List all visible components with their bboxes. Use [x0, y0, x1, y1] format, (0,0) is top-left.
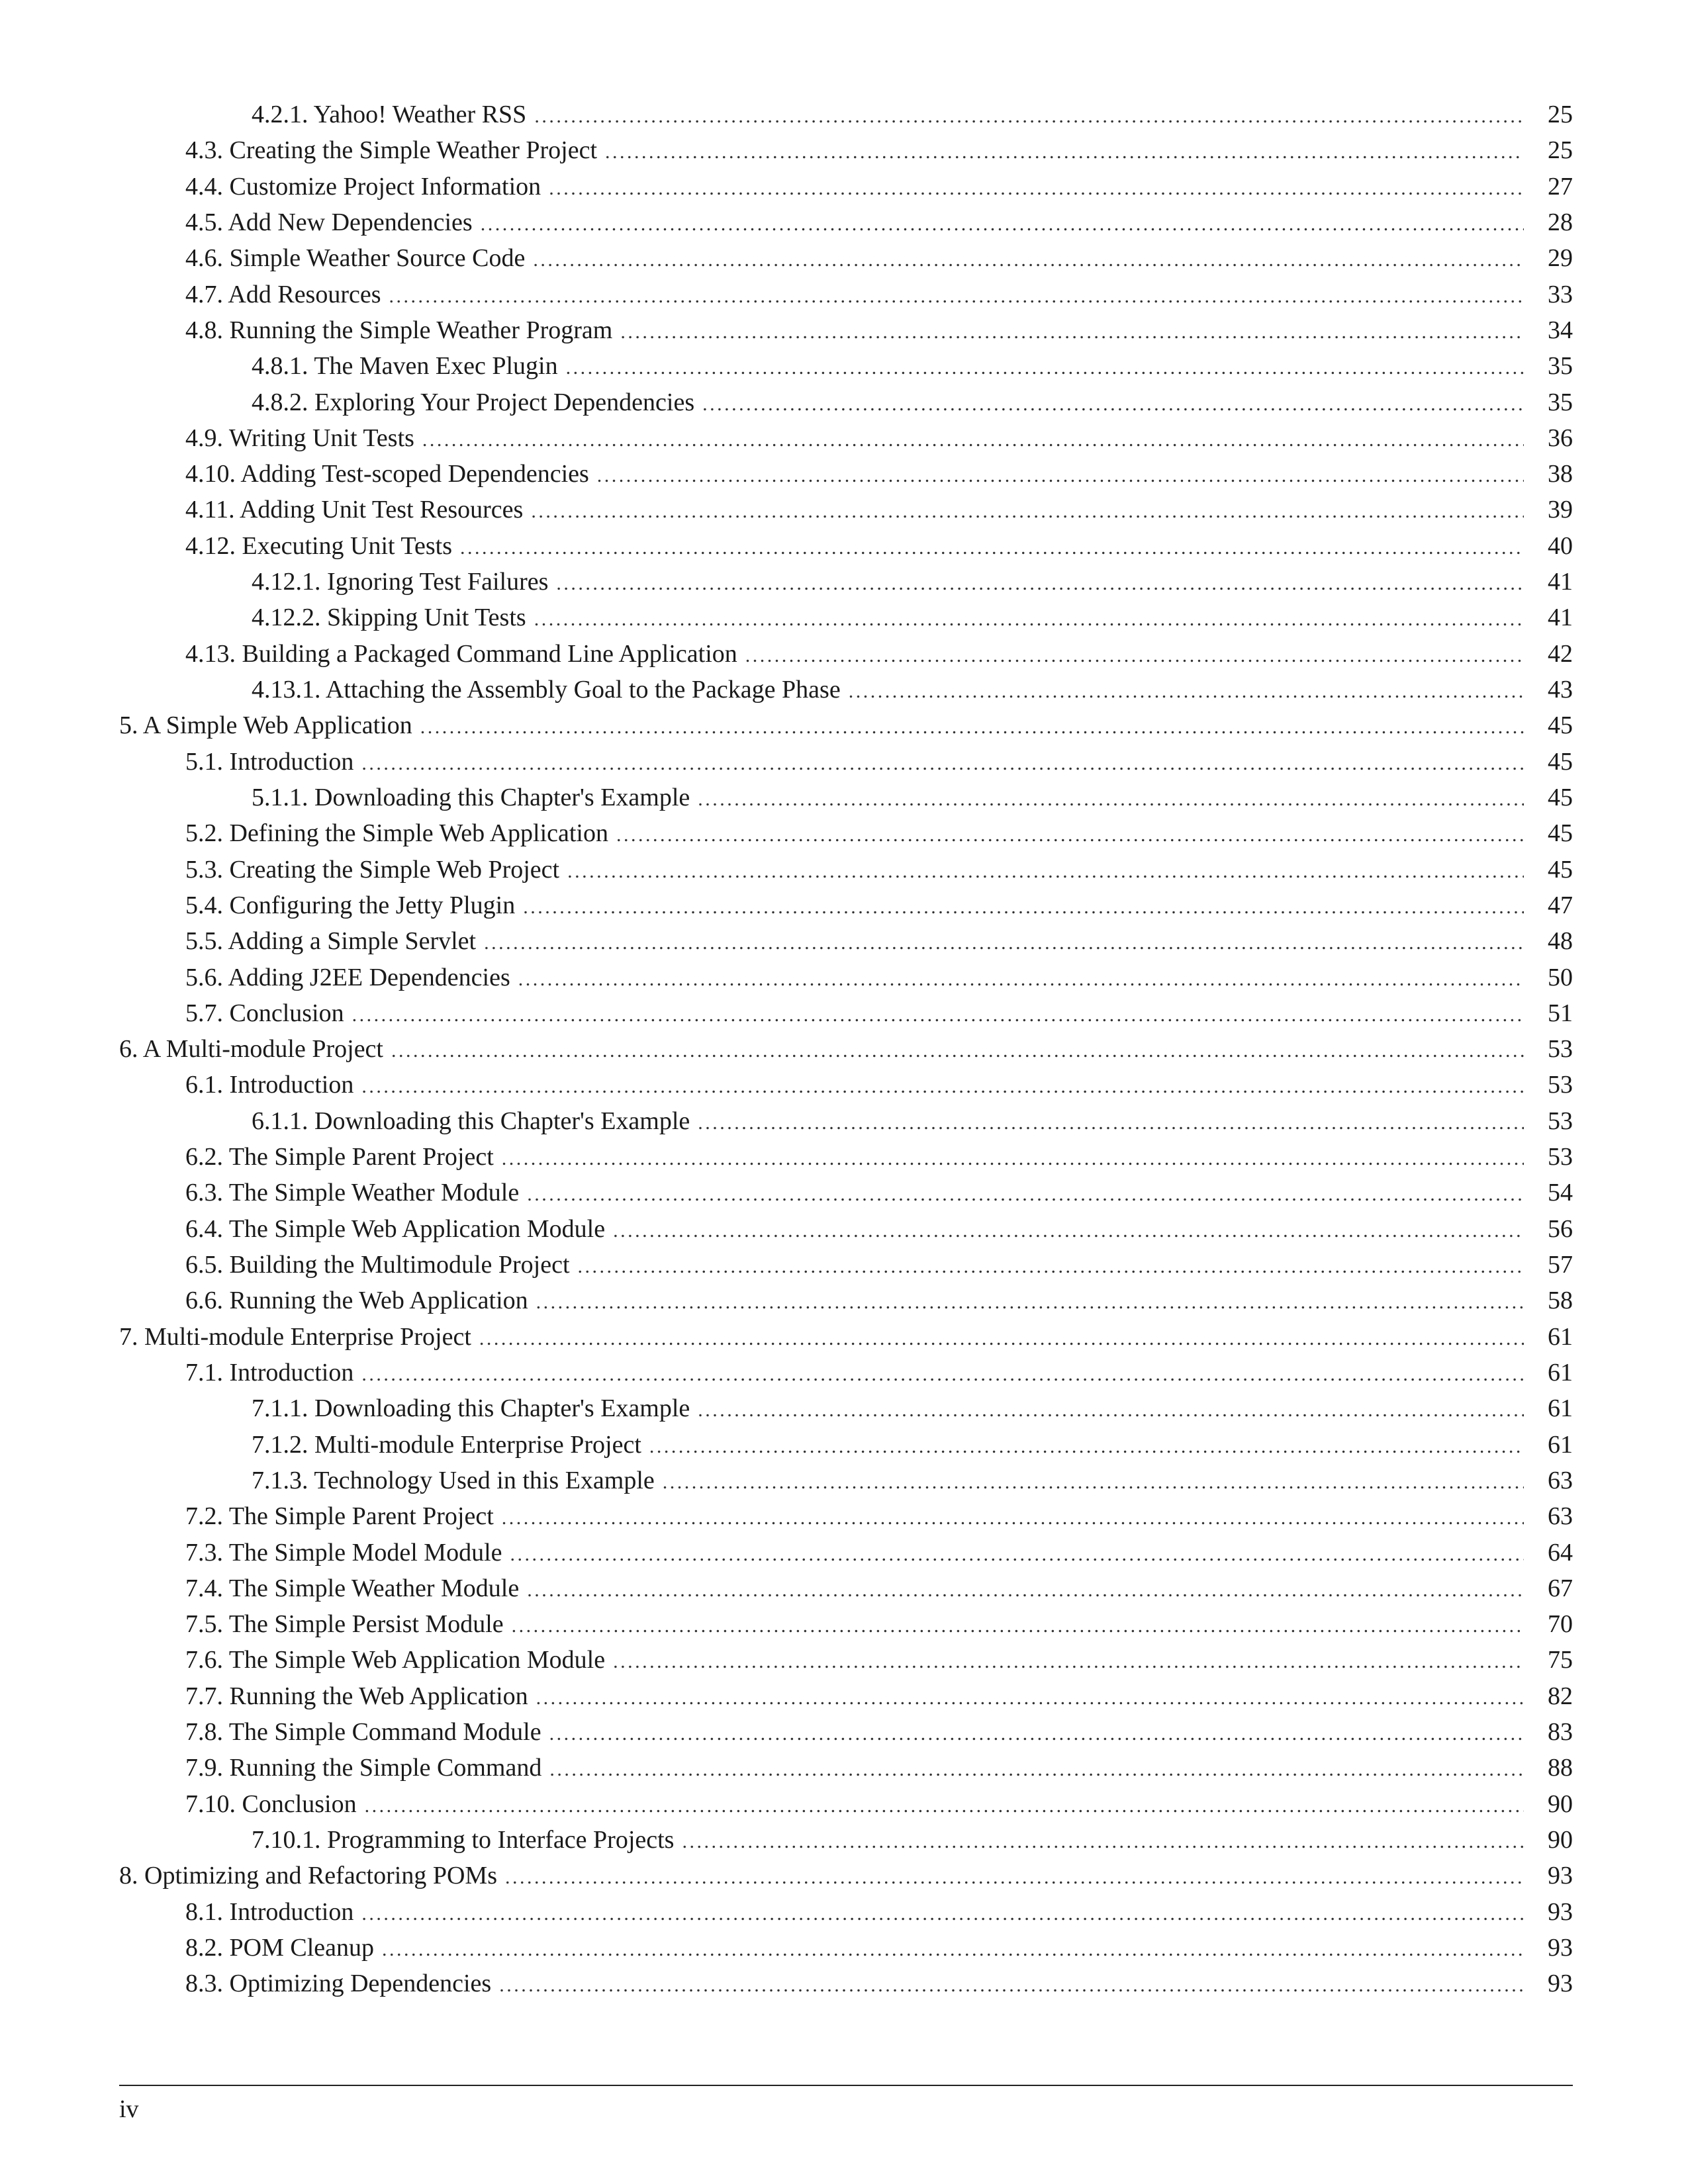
toc-dot-leader [523, 889, 1524, 925]
toc-entry[interactable] [119, 1822, 1573, 1858]
toc-dot-leader [613, 1644, 1524, 1680]
toc-entry-page: 29 [1548, 244, 1573, 273]
toc-dot-leader [698, 1105, 1524, 1141]
toc-entry-page: 38 [1548, 460, 1573, 488]
toc-dot-leader [698, 782, 1524, 817]
toc-entry-title: 4.3. Creating the Simple Weather Project [185, 136, 598, 165]
toc-dot-leader [510, 1537, 1524, 1572]
toc-entry-page: 51 [1548, 999, 1573, 1027]
toc-entry-title: 6.1. Introduction [185, 1071, 354, 1099]
toc-dot-leader [361, 1357, 1524, 1392]
toc-entry-page: 41 [1548, 604, 1573, 632]
toc-entry-title: 4.8.2. Exploring Your Project Dependencies [252, 388, 695, 416]
toc-entry-title: 4.9. Writing Unit Tests [185, 424, 414, 452]
toc-entry[interactable] [119, 744, 1573, 780]
toc-entry-title: 7.5. The Simple Persist Module [185, 1610, 504, 1639]
toc-dot-leader [849, 674, 1524, 709]
toc-entry[interactable] [119, 815, 1573, 851]
toc-dot-leader [518, 962, 1524, 997]
toc-entry-title: 6.4. The Simple Web Application Module [185, 1214, 606, 1243]
toc-entry-page: 45 [1548, 711, 1573, 740]
toc-dot-leader [420, 709, 1524, 745]
toc-entry-title: 4.5. Add New Dependencies [185, 208, 473, 236]
toc-dot-leader [352, 997, 1524, 1033]
toc-entry-page: 57 [1548, 1251, 1573, 1279]
toc-entry-page: 54 [1548, 1179, 1573, 1207]
toc-entry[interactable] [119, 1175, 1573, 1210]
toc-entry-title: 7.1.2. Multi-module Enterprise Project [252, 1430, 641, 1459]
toc-dot-leader [533, 242, 1524, 278]
toc-entry-page: 90 [1548, 1826, 1573, 1854]
toc-entry-title: 7.1.3. Technology Used in this Example [252, 1466, 655, 1494]
toc-entry-title: 6.1.1. Downloading this Chapter's Example [252, 1107, 690, 1135]
toc-entry-page: 56 [1548, 1214, 1573, 1243]
toc-entry[interactable] [119, 960, 1573, 995]
toc-entry[interactable] [119, 1606, 1573, 1642]
toc-entry-title: 4.4. Customize Project Information [185, 172, 541, 201]
toc-dot-leader [481, 206, 1524, 242]
toc-entry-title: 7.2. The Simple Parent Project [185, 1502, 494, 1531]
toc-entry-title: 5.2. Defining the Simple Web Application [185, 819, 608, 848]
toc-dot-leader [549, 1716, 1524, 1752]
toc-entry-page: 93 [1548, 1862, 1573, 1890]
toc-entry[interactable] [119, 1966, 1573, 2001]
toc-dot-leader [361, 1069, 1524, 1105]
footer-page-number: iv [119, 2095, 139, 2123]
toc-entry-title: 8.3. Optimizing Dependencies [185, 1970, 492, 1998]
toc-dot-leader [361, 1896, 1524, 1932]
toc-entry[interactable] [119, 636, 1573, 672]
toc-entry-title: 4.2.1. Yahoo! Weather RSS [252, 101, 527, 128]
toc-entry[interactable] [119, 132, 1573, 168]
toc-entry[interactable] [119, 1319, 1573, 1355]
toc-entry-page: 35 [1548, 352, 1573, 381]
toc-entry-page: 25 [1548, 101, 1573, 128]
toc-entry-page: 35 [1548, 388, 1573, 416]
toc-dot-leader [578, 1249, 1524, 1285]
toc-entry-page: 39 [1548, 496, 1573, 524]
toc-entry-title: 4.10. Adding Test-scoped Dependencies [185, 460, 589, 488]
toc-entry[interactable] [119, 456, 1573, 492]
toc-entry-page: 58 [1548, 1287, 1573, 1315]
toc-entry-title: 7.1.1. Downloading this Chapter's Example [252, 1394, 690, 1423]
toc-entry[interactable] [119, 528, 1573, 564]
toc-dot-leader [620, 314, 1524, 350]
toc-entry-title: 8. Optimizing and Refactoring POMs [119, 1862, 497, 1890]
toc-dot-leader [663, 1465, 1524, 1500]
toc-entry-page: 33 [1548, 280, 1573, 308]
toc-entry-page: 45 [1548, 783, 1573, 811]
toc-entry[interactable] [119, 97, 1573, 132]
toc-entry[interactable] [119, 1750, 1573, 1786]
toc-entry-title: 4.11. Adding Unit Test Resources [185, 496, 524, 524]
toc-entry[interactable] [119, 1103, 1573, 1139]
toc-entry[interactable] [119, 1211, 1573, 1247]
toc-entry[interactable] [119, 1067, 1573, 1103]
toc-entry[interactable] [119, 1247, 1573, 1283]
toc-entry-title: 7.10.1. Programming to Interface Projects [252, 1826, 675, 1854]
toc-entry[interactable] [119, 1390, 1573, 1426]
toc-entry[interactable] [119, 1283, 1573, 1318]
toc-entry-page: 41 [1548, 568, 1573, 596]
toc-dot-leader [422, 422, 1524, 458]
toc-entry-page: 93 [1548, 1970, 1573, 1998]
toc-dot-leader [527, 1572, 1524, 1608]
toc-dot-leader [479, 1321, 1524, 1357]
toc-entry-title: 5.4. Configuring the Jetty Plugin [185, 891, 516, 919]
toc-entry-page: 61 [1548, 1394, 1573, 1423]
toc-dot-leader [512, 1608, 1524, 1644]
toc-entry[interactable] [119, 1139, 1573, 1175]
toc-entry-page: 64 [1548, 1538, 1573, 1567]
toc-dot-leader [698, 1392, 1524, 1428]
toc-dot-leader [391, 1033, 1524, 1069]
toc-entry-page: 53 [1548, 1071, 1573, 1099]
toc-dot-leader [484, 925, 1524, 961]
toc-entry-title: 5.1. Introduction [185, 747, 354, 776]
toc-entry[interactable] [119, 492, 1573, 527]
toc-entry[interactable] [119, 1463, 1573, 1498]
toc-entry[interactable] [119, 1535, 1573, 1570]
toc-entry-page: 27 [1548, 172, 1573, 201]
toc-dot-leader [566, 350, 1524, 386]
toc-entry[interactable] [119, 1714, 1573, 1750]
toc-dot-leader [365, 1788, 1524, 1824]
toc-entry[interactable] [119, 1427, 1573, 1463]
toc-entry-title: 5.7. Conclusion [185, 999, 344, 1027]
toc-dot-leader [616, 817, 1524, 853]
toc-dot-leader [605, 134, 1524, 170]
toc-dot-leader [460, 530, 1524, 566]
toc-entry-page: 53 [1548, 1143, 1573, 1171]
toc-entry-title: 4.12.2. Skipping Unit Tests [252, 604, 526, 632]
toc-entry[interactable] [119, 923, 1573, 959]
toc-entry-page: 48 [1548, 927, 1573, 956]
toc-entry-page: 61 [1548, 1322, 1573, 1351]
toc-dot-leader [556, 566, 1524, 602]
toc-entry-title: 7.8. The Simple Command Module [185, 1718, 541, 1747]
toc-entry[interactable] [119, 1930, 1573, 1966]
toc-entry[interactable] [119, 564, 1573, 600]
toc-entry-page: 90 [1548, 1790, 1573, 1818]
toc-entry-title: 4.8. Running the Simple Weather Program [185, 316, 613, 344]
toc-entry-page: 83 [1548, 1718, 1573, 1747]
toc-dot-leader [389, 279, 1524, 314]
toc-entry[interactable] [119, 995, 1573, 1031]
toc-entry[interactable] [119, 1858, 1573, 1893]
toc-entry[interactable] [119, 672, 1573, 707]
toc-entry-page: 63 [1548, 1502, 1573, 1531]
toc-entry[interactable] [119, 887, 1573, 923]
toc-entry-page: 53 [1548, 1107, 1573, 1135]
toc-dot-leader [682, 1824, 1524, 1860]
toc-dot-leader [534, 602, 1524, 637]
toc-entry[interactable] [119, 1355, 1573, 1390]
toc-entry[interactable] [119, 312, 1573, 348]
toc-entry[interactable] [119, 205, 1573, 240]
toc-entry-title: 5.5. Adding a Simple Servlet [185, 927, 477, 956]
toc-entry-page: 53 [1548, 1035, 1573, 1064]
toc-entry-page: 82 [1548, 1682, 1573, 1710]
toc-entry-page: 43 [1548, 676, 1573, 704]
toc-entry-title: 6.2. The Simple Parent Project [185, 1143, 494, 1171]
toc-entry-page: 40 [1548, 531, 1573, 560]
toc-dot-leader [502, 1500, 1524, 1536]
toc-entry[interactable] [119, 1570, 1573, 1606]
toc-entry-page: 70 [1548, 1610, 1573, 1639]
toc-entry-page: 25 [1548, 136, 1573, 165]
toc-dot-leader [505, 1860, 1524, 1895]
toc-entry-page: 47 [1548, 891, 1573, 919]
footer-rule [119, 2085, 1573, 2086]
toc-entry-title: 5.6. Adding J2EE Dependencies [185, 963, 510, 991]
toc-entry-title: 4.6. Simple Weather Source Code [185, 244, 526, 273]
toc-entry[interactable] [119, 707, 1573, 743]
toc-dot-leader [613, 1213, 1524, 1249]
toc-entry-page: 28 [1548, 208, 1573, 236]
toc-entry-title: 6. A Multi-module Project [119, 1035, 383, 1064]
toc-dot-leader [527, 1177, 1524, 1212]
toc-entry-title: 7. Multi-module Enterprise Project [119, 1322, 471, 1351]
toc-dot-leader [534, 99, 1524, 134]
toc-entry-page: 75 [1548, 1646, 1573, 1674]
toc-entry-title: 7.1. Introduction [185, 1358, 354, 1387]
toc-entry-page: 93 [1548, 1897, 1573, 1926]
toc-entry-title: 5. A Simple Web Application [119, 711, 412, 740]
toc-entry-page: 45 [1548, 855, 1573, 884]
toc-entry-title: 7.7. Running the Web Application [185, 1682, 528, 1710]
toc-dot-leader [549, 1752, 1524, 1788]
toc-entry-title: 4.12. Executing Unit Tests [185, 531, 452, 560]
toc-entry[interactable] [119, 1678, 1573, 1714]
toc-dot-leader [549, 171, 1524, 206]
toc-entry-page: 63 [1548, 1466, 1573, 1494]
toc-entry-page: 42 [1548, 639, 1573, 668]
toc-entry-title: 6.5. Building the Multimodule Project [185, 1251, 570, 1279]
toc-entry[interactable] [119, 1786, 1573, 1822]
toc-entry-title: 5.1.1. Downloading this Chapter's Example [252, 783, 690, 811]
toc-entry-page: 61 [1548, 1358, 1573, 1387]
toc-dot-leader [531, 494, 1524, 529]
toc-entry-title: 7.3. The Simple Model Module [185, 1538, 502, 1567]
toc-entry[interactable] [119, 385, 1573, 420]
toc-entry-page: 45 [1548, 819, 1573, 848]
toc-entry-title: 7.10. Conclusion [185, 1790, 357, 1818]
toc-dot-leader [745, 638, 1524, 674]
toc-entry-title: 8.2. POM Cleanup [185, 1933, 374, 1962]
toc-entry[interactable] [119, 240, 1573, 276]
toc-entry[interactable] [119, 420, 1573, 456]
toc-dot-leader [536, 1680, 1524, 1716]
toc-entry-title: 7.4. The Simple Weather Module [185, 1574, 520, 1602]
toc-entry[interactable] [119, 852, 1573, 887]
toc-entry-page: 45 [1548, 747, 1573, 776]
toc-dot-leader [702, 387, 1524, 422]
toc-dot-leader [597, 458, 1524, 494]
toc-entry[interactable] [119, 169, 1573, 205]
toc-entry[interactable] [119, 1642, 1573, 1678]
toc-entry-title: 4.13.1. Attaching the Assembly Goal to the Package Phase [252, 676, 841, 704]
toc-entry-page: 93 [1548, 1933, 1573, 1962]
toc-entry[interactable] [119, 1894, 1573, 1930]
toc-entry-page: 67 [1548, 1574, 1573, 1602]
toc-entry-title: 4.8.1. The Maven Exec Plugin [252, 352, 558, 381]
toc-entry[interactable] [119, 277, 1573, 312]
toc-entry-page: 34 [1548, 316, 1573, 344]
toc-entry-page: 61 [1548, 1430, 1573, 1459]
toc-entry-title: 5.3. Creating the Simple Web Project [185, 855, 560, 884]
toc-dot-leader [382, 1932, 1524, 1968]
toc-entry-title: 4.13. Building a Packaged Command Line Application [185, 639, 737, 668]
toc-dot-leader [502, 1141, 1524, 1177]
toc-entry-title: 8.1. Introduction [185, 1897, 354, 1926]
toc-entry-title: 6.3. The Simple Weather Module [185, 1179, 520, 1207]
toc-dot-leader [499, 1968, 1524, 2003]
toc-entry[interactable] [119, 1031, 1573, 1067]
toc-entry-page: 36 [1548, 424, 1573, 452]
toc-dot-leader [361, 746, 1524, 782]
toc-entry-title: 7.6. The Simple Web Application Module [185, 1646, 606, 1674]
toc-entry-title: 7.9. Running the Simple Command [185, 1754, 542, 1782]
toc-entry[interactable] [119, 1498, 1573, 1534]
toc-entry-page: 50 [1548, 963, 1573, 991]
toc-entry-page: 88 [1548, 1754, 1573, 1782]
table-of-contents [119, 97, 1573, 2002]
toc-dot-leader [649, 1429, 1524, 1465]
toc-entry[interactable] [119, 600, 1573, 635]
toc-entry-title: 6.6. Running the Web Application [185, 1287, 528, 1315]
toc-entry-title: 4.12.1. Ignoring Test Failures [252, 568, 549, 596]
toc-entry[interactable] [119, 348, 1573, 384]
toc-entry[interactable] [119, 780, 1573, 815]
toc-dot-leader [536, 1285, 1524, 1320]
toc-dot-leader [567, 854, 1524, 889]
toc-entry-title: 4.7. Add Resources [185, 280, 381, 308]
